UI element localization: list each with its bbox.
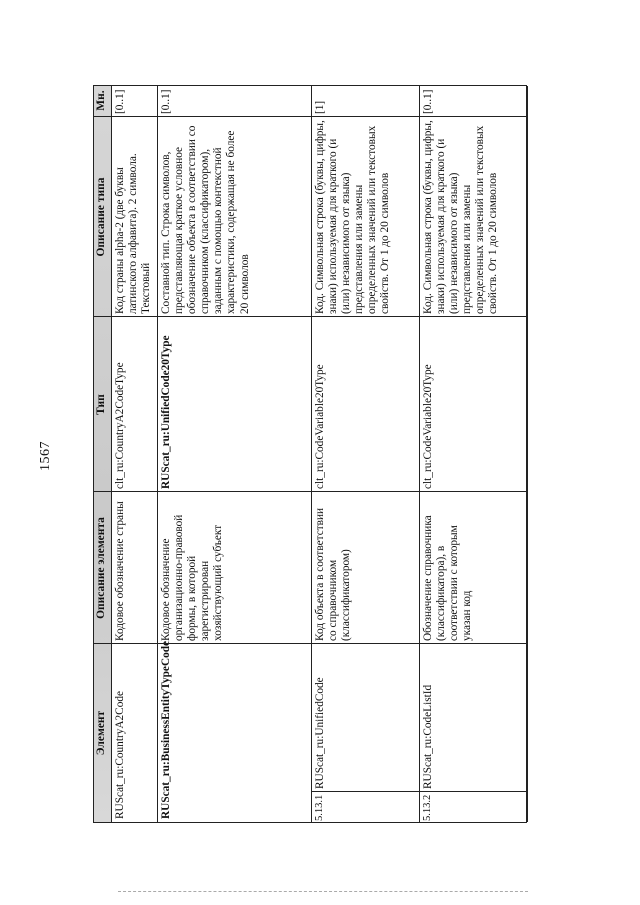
cell-multiplicity: [0..1] xyxy=(114,89,126,114)
cell-element-description: Кодовое обозначение страны xyxy=(114,501,126,641)
cell-type: clt_ru:CodeVariable20Type xyxy=(314,364,326,489)
table-header xyxy=(94,86,112,822)
data-table xyxy=(93,85,527,823)
cell-type-description: Код. Символьная строка (буквы, цифры, знаки) используемая для краткого (и (или) независимого от языка) представления или замены определенных значений или текстовых свойств. От 1 до 20 символов xyxy=(314,120,392,314)
cell-type-description: Код. Символьная строка (буквы, цифры, знаки) используемая для краткого (и (или) независимого от языка) представления или замены определенных значений или текстовых свойств. От 1 до 20 символов xyxy=(422,120,500,314)
cell-type: RUScat_ru:UnifiedCode20Type xyxy=(160,335,172,489)
table-row xyxy=(158,86,312,822)
cell-element: RUScat_ru:UnifiedCode xyxy=(314,677,326,789)
table-row xyxy=(112,86,158,822)
cell-multiplicity: [0..1] xyxy=(160,89,172,114)
scan-artifact-line xyxy=(118,891,528,892)
header-type-description: Описание типа xyxy=(95,177,107,257)
cell-element: RUScat_ru:CountryA2Code xyxy=(114,690,126,819)
cell-element-description: Код объекта в соответствии со справочником (классификатором) xyxy=(314,507,353,641)
cell-number: 5.13.1 xyxy=(314,794,325,821)
cell-element: RUScat_ru:CodeListId xyxy=(422,684,434,789)
cell-element-description: Обозначение справочника (классификатора), в соответствии с которым указан код xyxy=(422,515,474,641)
cell-type: clt_ru:CountryA2CodeType xyxy=(114,362,126,489)
cell-number: 5.13.2 xyxy=(422,794,433,821)
header-multiplicity: Мн. xyxy=(95,90,107,111)
cell-multiplicity: [1] xyxy=(314,100,326,114)
cell-type-description: Код страны alpha-2 (две буквы латинского алфавита). 2 символа. Текстовый xyxy=(114,153,153,314)
cell-type: clt_ru:CodeVariable20Type xyxy=(422,364,434,489)
cell-element: RUScat_ru:BusinessEntityTypeCode xyxy=(160,640,172,819)
cell-type-description: Составной тип. Строка символов, представляющая краткое условное обозначение объекта в соответствии со справочником (классификатором), заданным с помощью контекстной характеристики, содержащая не более 20 символов xyxy=(160,125,251,314)
page-number: 1567 xyxy=(38,441,53,471)
header-element: Элемент xyxy=(95,710,107,756)
header-type: Тип xyxy=(95,394,107,415)
header-element-description: Описание элемента xyxy=(95,517,107,619)
cell-element-description: Кодовое обозначение организационно-правовой формы, в которой зарегистрирован хозяйствующий субъект xyxy=(160,514,225,641)
table-row xyxy=(420,86,528,822)
table-row xyxy=(312,86,420,822)
cell-multiplicity: [0..1] xyxy=(422,89,434,114)
